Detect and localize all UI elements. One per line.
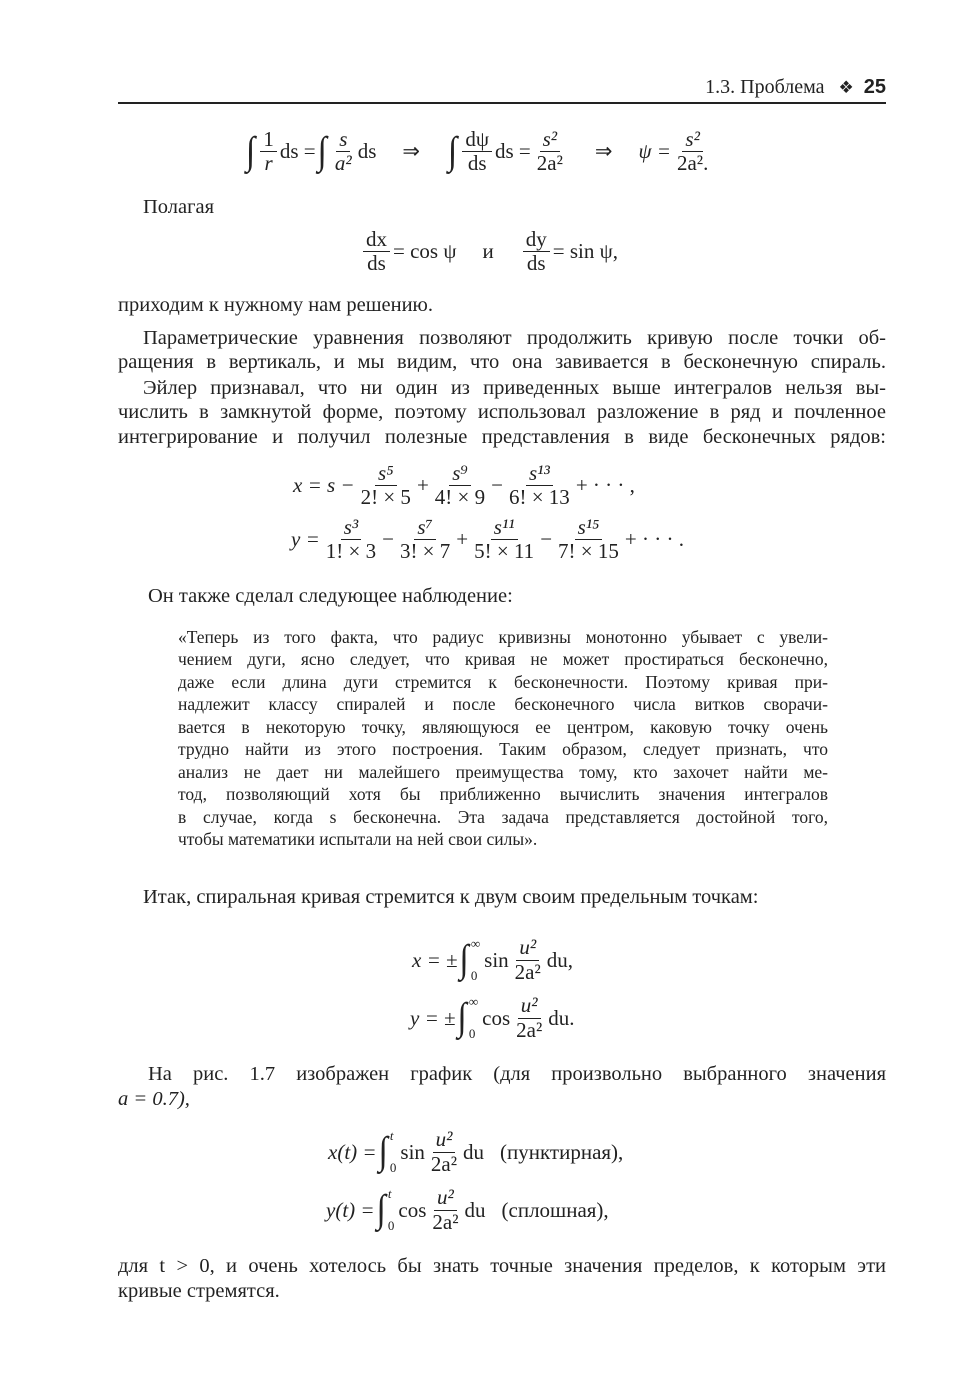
- equation-integral-psi: [244, 128, 714, 175]
- integral-limits: t 0: [389, 1128, 397, 1175]
- math-text: и: [482, 239, 494, 264]
- math-text: y = ±: [410, 1005, 456, 1030]
- fraction: $\frac{\text{u²}}{\text{2a²}}$: [514, 935, 541, 984]
- math-text: sin: [400, 1139, 425, 1164]
- page-number: 25: [863, 76, 886, 98]
- integral-sign: ∫: [317, 129, 327, 173]
- integral-sign: ∫: [376, 1188, 386, 1231]
- paragraph-line: a = 0.7),: [118, 1088, 190, 1110]
- quote-line: анализ не дает ни малейшего преимущества тому, кто захочет найти ме-: [178, 762, 828, 782]
- fraction: $\frac{\text{s⁹}}{4! \times 9}$: [434, 461, 486, 510]
- section-title: 1.3. Проблема: [705, 76, 825, 98]
- quote-line: «Теперь из того факта, что радиус кривизны монотонно убывает с увели-: [178, 627, 828, 647]
- fraction: $\frac{\text{u²}}{\text{2a²}}$: [430, 1127, 458, 1176]
- quote-line: тод, позволяющий хотя бы приближенно вычислить значения интегралов: [178, 784, 828, 804]
- header-rule: [118, 102, 886, 104]
- fraction: $\frac{\text{s³}}{1! \times 3}$: [325, 515, 377, 564]
- math-text: = cos ψ: [393, 239, 457, 264]
- paragraph-line: На рис. 1.7 изображен график (для произвольно выбранного значения: [148, 1063, 886, 1085]
- math-text: ψ =: [638, 139, 671, 164]
- implies-arrow: ⇒: [402, 139, 421, 164]
- math-text: +: [416, 473, 429, 498]
- math-text: + · · · .: [624, 527, 684, 552]
- integral-sign: ∫: [448, 129, 458, 173]
- fraction: $\frac{dx}{ds}$: [363, 228, 390, 275]
- fraction: $\frac{s}{\text{a²}}$: [334, 127, 352, 176]
- fraction: $\frac{\text{u²}}{\text{2a²}}$: [516, 993, 543, 1042]
- quote-line: чением дуги, ясно следует, что кривая не может простираться бесконечно,: [178, 649, 828, 669]
- series-y: [291, 516, 684, 563]
- quote-line: надлежит классу спиралей и после бесконечного числа витков сворачи-: [178, 694, 828, 714]
- paragraph-line: Параметрические уравнения позволяют продолжить кривую после точки об-: [143, 327, 886, 349]
- math-text: y(t) =: [326, 1197, 375, 1222]
- running-header: [705, 76, 886, 99]
- math-text: du: [464, 1197, 486, 1222]
- equation-x-of-t: [328, 1128, 623, 1176]
- quote-line: трудно найти из этого построения. Таким образом, следует признать, что: [178, 739, 828, 759]
- quote-line: чтобы математики испытали на ней свои силы».: [178, 829, 538, 849]
- math-text: −: [491, 473, 503, 498]
- math-text: x(t) =: [328, 1139, 377, 1164]
- fraction: $\frac{\text{s¹³}}{6! \times 13}$: [508, 461, 570, 510]
- quote-line: в случае, когда s бесконечна. Эта задача представляется достойной того,: [178, 807, 828, 827]
- integral-sign: ∫: [246, 129, 256, 173]
- math-text: (пунктирная),: [500, 1139, 624, 1164]
- paragraph-text: Итак, спиральная кривая стремится к двум своим предельным точкам:: [143, 886, 759, 908]
- integral-limits: ∞ 0: [468, 994, 479, 1041]
- math-text: −: [382, 527, 394, 552]
- integral-limits: ∞ 0: [470, 936, 481, 983]
- quote-line: вается в некоторую точку, являющуюся ее центром, каковую точку очень: [178, 717, 828, 737]
- fraction: $\frac{d\psi}{ds}$: [462, 128, 492, 175]
- fraction: $\frac{\text{s²}}{\text{2a²}}$: [536, 127, 563, 176]
- implies-arrow: ⇒: [594, 139, 613, 164]
- fraction: $\frac{\text{s⁵}}{2! \times 5}$: [360, 461, 411, 510]
- math-text: ds: [357, 139, 377, 164]
- paragraph-line: кривые стремятся.: [118, 1280, 280, 1302]
- integral-sign: ∫: [459, 938, 469, 981]
- paragraph-line: для t > 0, и очень хотелось бы знать точные значения пределов, к которым эти: [118, 1255, 886, 1277]
- math-text: cos: [482, 1005, 511, 1030]
- integral-sign: ∫: [457, 996, 467, 1039]
- math-text: + · · · ,: [575, 473, 635, 498]
- paragraph-text: Полагая: [143, 196, 215, 218]
- math-text: ds =: [279, 139, 316, 164]
- equation-y-of-t: [326, 1186, 609, 1234]
- series-x: [293, 462, 635, 509]
- paragraph-line: интегрирование и получил полезные представления в виде бесконечных рядов:: [118, 426, 886, 448]
- equation-derivatives: [360, 228, 618, 275]
- integral-sign: ∫: [378, 1130, 388, 1173]
- paragraph-line: ращения в вертикаль, и мы видим, что она завивается в бесконечную спираль.: [118, 351, 886, 373]
- math-text: x = s −: [293, 473, 355, 498]
- fraction: $\frac{\text{u²}}{\text{2a²}}$: [432, 1185, 459, 1234]
- math-text: sin: [484, 947, 509, 972]
- math-text: ds =: [495, 139, 531, 164]
- limit-x: [412, 936, 573, 984]
- quote-line: даже если длина дуги стремится к бесконечности. Поэтому кривая при-: [178, 672, 828, 692]
- fraction: $\frac{1}{r}$: [260, 128, 277, 175]
- math-text: du,: [546, 947, 574, 972]
- math-text: y =: [291, 527, 320, 552]
- fraction: $\frac{dy}{ds}$: [523, 228, 550, 275]
- fraction: $\frac{\text{s⁷}}{3! \times 7}$: [399, 515, 451, 564]
- paragraph-text: приходим к нужному нам решению.: [118, 294, 433, 316]
- ornament-icon: ❖: [838, 78, 854, 97]
- paragraph-line: Эйлер признавал, что ни один из приведенных выше интегралов нельзя вы-: [143, 377, 886, 399]
- fraction: $\frac{\text{s²}}{\text{2a².}}$: [676, 127, 709, 176]
- paragraph-line: числить в замкнутой форме, поэтому использовал разложение в ряд и почленное: [118, 401, 886, 423]
- math-text: = sin ψ,: [552, 239, 618, 264]
- math-text: cos: [398, 1197, 427, 1222]
- fraction: $\frac{\text{s¹⁵}}{7! \times 15}$: [558, 515, 619, 564]
- paragraph-text: Он также сделал следующее наблюдение:: [148, 585, 513, 607]
- math-text: (сплошная),: [501, 1197, 609, 1222]
- math-text: +: [456, 527, 469, 552]
- fraction: $\frac{\text{s¹¹}}{5! \times 11}$: [474, 515, 535, 564]
- math-text: −: [540, 527, 553, 552]
- integral-limits: t 0: [387, 1186, 395, 1233]
- math-text: du: [463, 1139, 485, 1164]
- math-text: du.: [548, 1005, 575, 1030]
- math-text: x = ±: [412, 947, 458, 972]
- limit-y: [410, 994, 575, 1042]
